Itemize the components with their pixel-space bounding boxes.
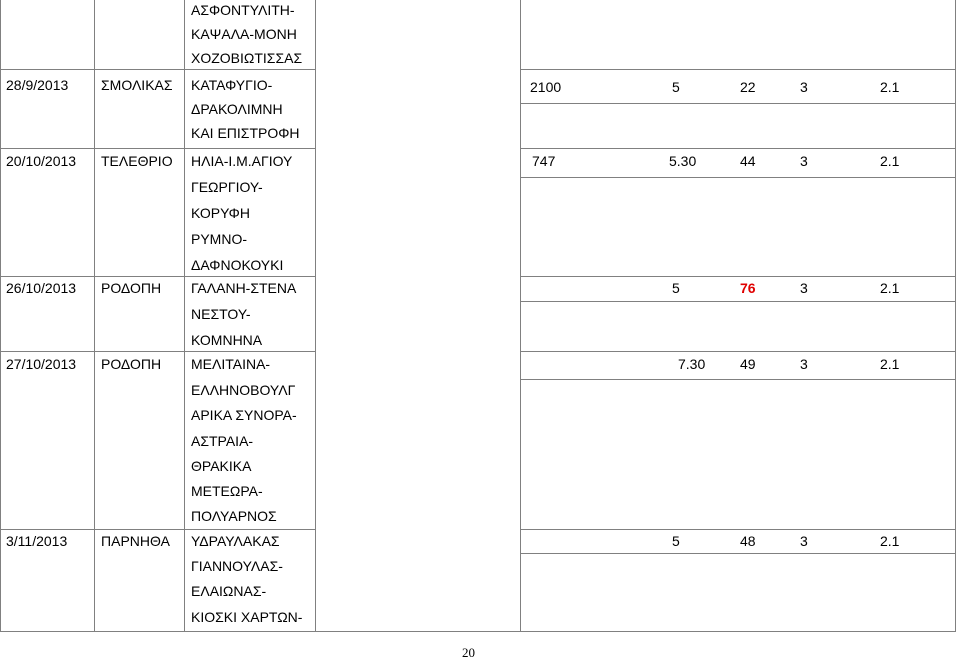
grid-line xyxy=(955,0,956,632)
route-line: ΔΑΦΝΟΚΟΥΚΙ xyxy=(191,257,284,273)
grid-line xyxy=(0,529,315,530)
route-line: ΠΟΛΥΑΡΝΟΣ xyxy=(191,508,277,524)
grid-line xyxy=(520,103,956,104)
grid-line xyxy=(0,276,315,277)
mountain-name: ΡΟΔΟΠΗ xyxy=(101,280,162,296)
level-value: 3 xyxy=(800,356,808,372)
hike-date: 3/11/2013 xyxy=(6,533,68,549)
route-line: ΗΛΙΑ-Ι.Μ.ΑΓΙΟΥ xyxy=(191,153,293,169)
mountain-name: ΤΕΛΕΘΡΙΟ xyxy=(101,153,173,169)
hike-date: 28/9/2013 xyxy=(6,77,69,93)
grid-line xyxy=(184,0,185,632)
grid-line xyxy=(520,553,956,554)
route-line: ΚΙΟΣΚΙ ΧΑΡΤΩΝ- xyxy=(191,609,303,625)
participants-value-highlighted: 76 xyxy=(740,280,756,296)
participants-value: 22 xyxy=(740,79,756,95)
grid-line xyxy=(0,631,956,632)
mountain-name: ΣΜΟΛΙΚΑΣ xyxy=(101,77,173,93)
grid-line xyxy=(0,351,315,352)
altitude-value: 2100 xyxy=(530,79,562,95)
grid-line xyxy=(0,148,315,149)
hours-value: 5 xyxy=(672,79,680,95)
hours-value: 7.30 xyxy=(678,356,706,372)
code-value: 2.1 xyxy=(880,356,900,372)
participants-value: 49 xyxy=(740,356,756,372)
route-line: ΜΕΛΙΤΑΙΝΑ- xyxy=(191,356,271,372)
route-line: ΑΡΙΚΑ ΣΥΝΟΡΑ- xyxy=(191,407,297,423)
level-value: 3 xyxy=(800,79,808,95)
grid-line xyxy=(520,177,956,178)
level-value: 3 xyxy=(800,533,808,549)
grid-line xyxy=(520,529,956,530)
route-line: ΔΡΑΚΟΛΙΜΝΗ xyxy=(191,101,283,117)
route-line: ΥΔΡΑΥΛΑΚΑΣ xyxy=(191,533,280,549)
route-line: ΑΣΦΟΝΤΥΛΙΤΗ- xyxy=(191,2,295,18)
route-line: ΚΟΡΥΦΗ xyxy=(191,205,250,221)
grid-line xyxy=(520,301,956,302)
code-value: 2.1 xyxy=(880,153,900,169)
route-line: ΧΟΖΟΒΙΩΤΙΣΣΑΣ xyxy=(191,50,303,66)
grid-line xyxy=(520,0,521,632)
grid-line xyxy=(520,379,956,380)
participants-value: 48 xyxy=(740,533,756,549)
route-line: ΓΙΑΝΝΟΥΛΑΣ- xyxy=(191,558,283,574)
route-line: ΝΕΣΤΟΥ- xyxy=(191,306,251,322)
mountain-name: ΠΑΡΝΗΘΑ xyxy=(101,533,170,549)
hours-value: 5 xyxy=(672,533,680,549)
route-line: ΚΟΜΝΗΝΑ xyxy=(191,332,263,348)
route-line: ΘΡΑΚΙΚΑ xyxy=(191,458,252,474)
participants-value: 44 xyxy=(740,153,756,169)
grid-line xyxy=(520,148,956,149)
route-line: ΚΑΙ ΕΠΙΣΤΡΟΦΗ xyxy=(191,125,300,141)
hike-date: 27/10/2013 xyxy=(6,356,77,372)
grid-line xyxy=(520,351,956,352)
route-line: ΕΛΑΙΩΝΑΣ- xyxy=(191,583,267,599)
grid-line xyxy=(0,69,315,70)
route-line: ΕΛΛΗΝΟΒΟΥΛΓ xyxy=(191,382,296,398)
route-line: ΜΕΤΕΩΡΑ- xyxy=(191,483,263,499)
hours-value: 5.30 xyxy=(669,153,697,169)
mountain-name: ΡΟΔΟΠΗ xyxy=(101,356,162,372)
altitude-value: 747 xyxy=(532,153,556,169)
code-value: 2.1 xyxy=(880,533,900,549)
page-number: 20 xyxy=(462,645,475,660)
code-value: 2.1 xyxy=(880,280,900,296)
grid-line xyxy=(520,276,956,277)
route-line: ΓΑΛΑΝΗ-ΣΤΕΝΑ xyxy=(191,280,297,296)
route-line: ΡΥΜΝΟ- xyxy=(191,231,247,247)
route-line: ΚΑΤΑΦΥΓΙΟ- xyxy=(191,77,273,93)
grid-line xyxy=(520,69,956,70)
route-line: ΚΑΨΑΛΑ-ΜΟΝΗ xyxy=(191,26,297,42)
route-line: ΑΣΤΡΑΙΑ- xyxy=(191,433,254,449)
grid-line xyxy=(0,0,1,632)
code-value: 2.1 xyxy=(880,79,900,95)
level-value: 3 xyxy=(800,153,808,169)
grid-line xyxy=(315,0,316,632)
level-value: 3 xyxy=(800,280,808,296)
route-line: ΓΕΩΡΓΙΟΥ- xyxy=(191,179,263,195)
hours-value: 5 xyxy=(672,280,680,296)
grid-line xyxy=(94,0,95,632)
hike-date: 20/10/2013 xyxy=(6,153,77,169)
hike-date: 26/10/2013 xyxy=(6,280,77,296)
